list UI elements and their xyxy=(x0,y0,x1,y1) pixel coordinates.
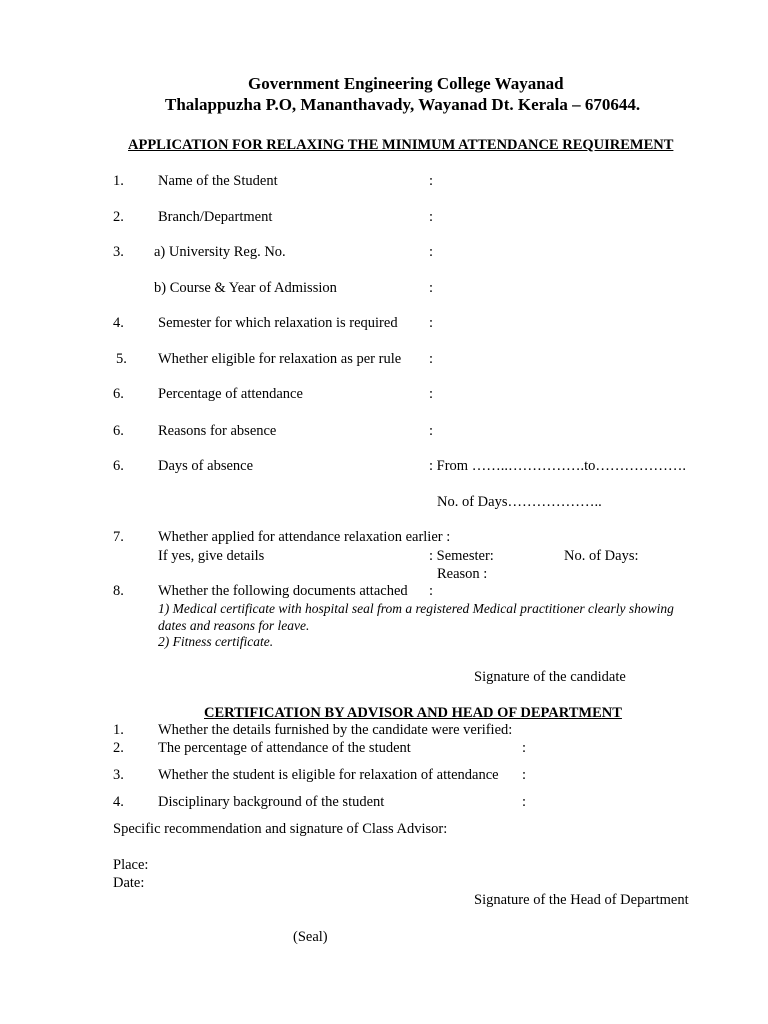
cert-item-colon: : xyxy=(522,794,527,810)
item-value: : xyxy=(429,244,434,260)
item-label: Branch/Department xyxy=(158,209,273,225)
recommendation-label: Specific recommendation and signature of Class Advisor: xyxy=(113,821,448,837)
item-label: b) Course & Year of Admission xyxy=(154,280,337,296)
item7-semester: : Semester: xyxy=(429,548,494,564)
item8-doc1-line2: dates and reasons for leave. xyxy=(158,618,310,633)
item-label: Semester for which relaxation is required xyxy=(158,315,398,331)
item-value: : xyxy=(429,423,434,439)
form-title: APPLICATION FOR RELAXING THE MINIMUM ATTENDANCE REQUIREMENT xyxy=(128,137,674,153)
item-number: 3. xyxy=(113,244,124,260)
item-number: 8. xyxy=(113,583,124,599)
signature-hod: Signature of the Head of Department xyxy=(474,892,689,908)
item-value: : xyxy=(429,386,434,402)
cert-item-number: 3. xyxy=(113,767,124,783)
item-label: Name of the Student xyxy=(158,173,278,189)
item8-colon: : xyxy=(429,583,434,599)
item7-days: No. of Days: xyxy=(564,548,639,564)
cert-item-colon: : xyxy=(522,767,527,783)
item-value: : xyxy=(429,209,434,225)
cert-item-label: Whether the student is eligible for relaxation of attendance xyxy=(158,767,499,783)
item-value: : xyxy=(429,173,434,189)
item-value: : xyxy=(429,280,434,296)
item-label: Reasons for absence xyxy=(158,423,277,439)
date-label: Date: xyxy=(113,875,145,891)
item-number: 1. xyxy=(113,173,124,189)
cert-item-number: 4. xyxy=(113,794,124,810)
item-number: 6. xyxy=(113,386,124,402)
item-label: a) University Reg. No. xyxy=(154,244,286,260)
item-value: : xyxy=(429,315,434,331)
college-name: Government Engineering College Wayanad xyxy=(248,74,564,93)
item8-label: Whether the following documents attached xyxy=(158,583,408,599)
item7-reason: Reason : xyxy=(437,566,488,582)
seal-label: (Seal) xyxy=(293,929,328,945)
item-label: Days of absence xyxy=(158,458,254,474)
item7-label: Whether applied for attendance relaxation earlier : xyxy=(158,529,451,545)
item-number: 6. xyxy=(113,423,124,439)
days-of-absence-range: : From ……..…………….to………………. xyxy=(429,458,686,474)
item-number: 6. xyxy=(113,458,124,474)
item-number: 7. xyxy=(113,529,124,545)
item-value: : xyxy=(429,351,434,367)
certification-title: CERTIFICATION BY ADVISOR AND HEAD OF DEPARTMENT xyxy=(204,705,622,721)
place-label: Place: xyxy=(113,857,149,873)
signature-candidate: Signature of the candidate xyxy=(474,669,626,685)
item8-doc2: 2) Fitness certificate. xyxy=(158,634,274,649)
item-number: 4. xyxy=(113,315,124,331)
cert-item-number: 1. xyxy=(113,722,124,738)
cert-item-label: Disciplinary background of the student xyxy=(158,794,385,810)
item-number: 2. xyxy=(113,209,124,225)
cert-item-colon: : xyxy=(522,740,527,756)
cert-item-number: 2. xyxy=(113,740,124,756)
no-of-days: No. of Days……………….. xyxy=(437,494,602,510)
item7-sub-label: If yes, give details xyxy=(158,548,265,564)
item8-doc1-line1: 1) Medical certificate with hospital seal from a registered Medical practitioner clearly showing xyxy=(158,601,674,616)
college-address: Thalappuzha P.O, Mananthavady, Wayanad Dt. Kerala – 670644. xyxy=(165,95,641,114)
cert-item-label: Whether the details furnished by the candidate were verified: xyxy=(158,722,513,738)
item-label: Whether eligible for relaxation as per rule xyxy=(158,351,402,367)
item-number: 5. xyxy=(116,351,127,367)
cert-item-label: The percentage of attendance of the student xyxy=(158,740,411,756)
item-label: Percentage of attendance xyxy=(158,386,303,402)
